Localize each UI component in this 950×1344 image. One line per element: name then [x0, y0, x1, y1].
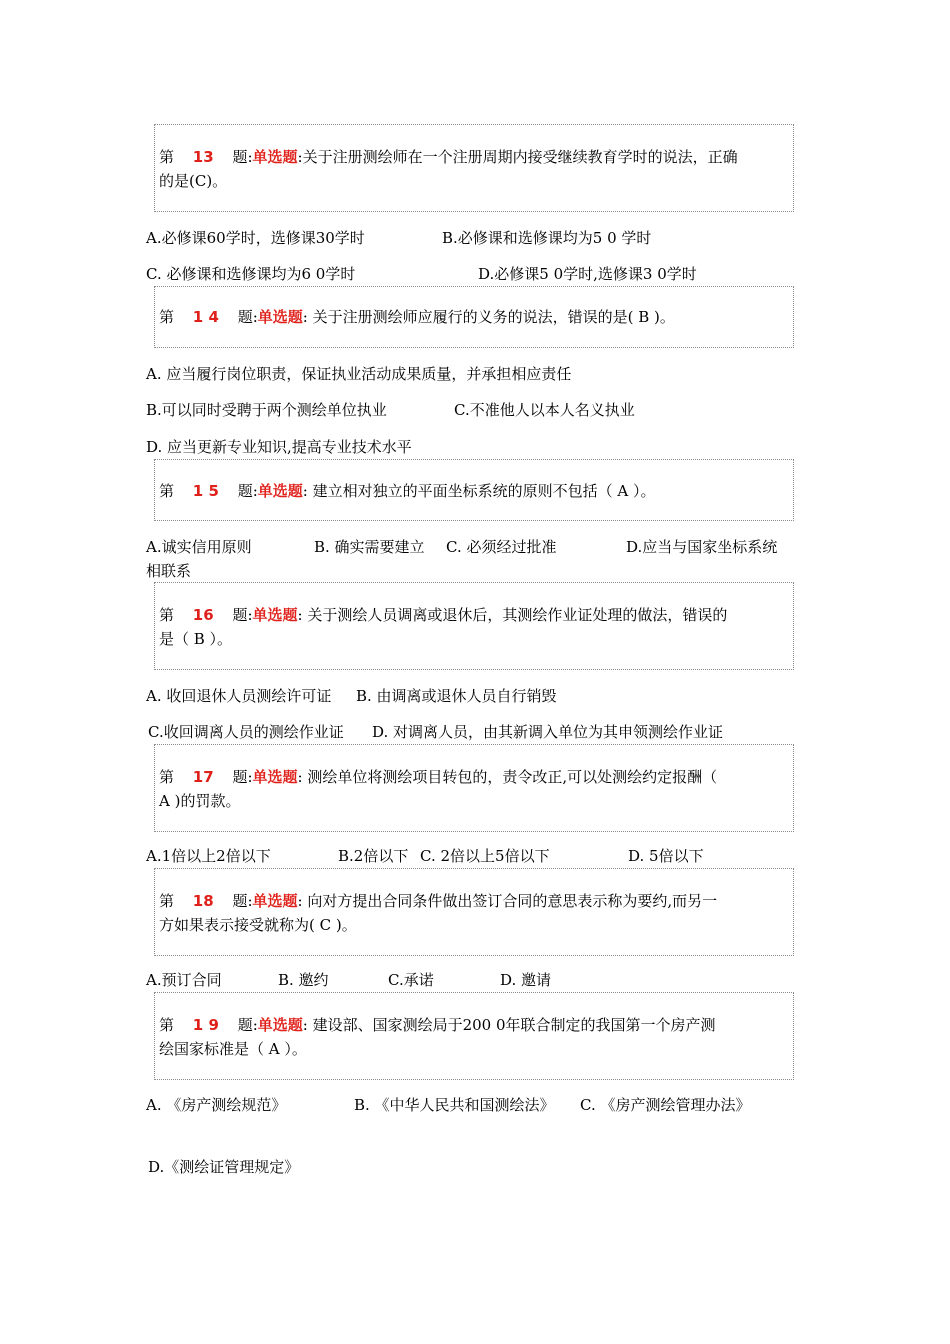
- question-stem: : 关于注册测绘师应履行的义务的说法，错误的是( B )。: [302, 308, 675, 326]
- option-c: C.承诺: [388, 971, 434, 989]
- option-a: A.诚实信用原则: [146, 538, 252, 556]
- q-prefix: 第: [159, 482, 175, 500]
- option-b: B.可以同时受聘于两个测绘单位执业: [146, 401, 387, 419]
- question-text-line: [159, 307, 675, 327]
- option-c: C. 《房产测绘管理办法》: [580, 1096, 751, 1114]
- q-prefix: 第: [159, 1016, 175, 1034]
- question-number: 18: [192, 892, 214, 910]
- question-stem: : 向对方提出合同条件做出签订合同的意思表示称为要约,而另一: [297, 892, 718, 910]
- option-a: A. 《房产测绘规范》: [146, 1096, 287, 1114]
- question-stem: : 建设部、国家测绘局于200 0年联合制定的我国第一个房产测: [302, 1016, 716, 1034]
- q-mid: 题:: [232, 892, 253, 910]
- option-a: A. 应当履行岗位职责，保证执业活动成果质量，并承担相应责任: [146, 365, 572, 383]
- option-c: C. 必须经过批准: [446, 538, 557, 556]
- question-type: 单选题: [252, 148, 298, 166]
- question-box-17: [154, 744, 794, 832]
- question-text-line-2: A )的罚款。: [159, 792, 241, 810]
- question-type: 单选题: [252, 892, 298, 910]
- q-prefix: 第: [159, 148, 175, 166]
- question-number: 13: [192, 148, 214, 166]
- option-a: A.预订合同: [146, 971, 222, 989]
- option-c: C.收回调离人员的测绘作业证: [148, 723, 344, 741]
- question-box-13: [154, 124, 794, 212]
- option-c: C. 必修课和选修课均为6 0学时: [146, 265, 356, 283]
- question-number: 16: [192, 606, 214, 624]
- question-text-line: [159, 1015, 716, 1035]
- question-stem: : 建立相对独立的平面坐标系统的原则不包括（ A ）。: [302, 482, 656, 500]
- option-d: D.必修课5 0学时,选修课3 0学时: [478, 265, 697, 283]
- question-box-19: [154, 992, 794, 1080]
- question-type: 单选题: [257, 482, 303, 500]
- q-mid: 题:: [232, 606, 253, 624]
- question-text-line: [159, 891, 717, 911]
- question-text-line-2: 绘国家标准是（ A ）。: [159, 1040, 307, 1058]
- question-text-line: [159, 147, 738, 167]
- question-number: 1 9: [192, 1016, 219, 1034]
- q-mid: 题:: [237, 1016, 258, 1034]
- q-mid: 题:: [237, 308, 258, 326]
- option-b: B. 由调离或退休人员自行销毁: [356, 687, 557, 705]
- option-d-cont: 相联系: [146, 562, 192, 580]
- question-text-line: [159, 481, 655, 501]
- question-type: 单选题: [257, 1016, 303, 1034]
- q-prefix: 第: [159, 892, 175, 910]
- q-mid: 题:: [237, 482, 258, 500]
- option-d: D. 5倍以下: [628, 847, 704, 865]
- option-b: B. 《中华人民共和国测绘法》: [354, 1096, 555, 1114]
- question-box-18: [154, 868, 794, 956]
- question-text-line-2: 的是(C)。: [159, 172, 228, 190]
- question-number: 17: [192, 768, 214, 786]
- question-text-line: [159, 767, 717, 787]
- question-type: 单选题: [257, 308, 303, 326]
- question-type: 单选题: [252, 606, 298, 624]
- question-number: 1 5: [192, 482, 219, 500]
- option-b: B.必修课和选修课均为5 0 学时: [442, 229, 652, 247]
- q-prefix: 第: [159, 606, 175, 624]
- question-box-15: [154, 459, 794, 521]
- q-prefix: 第: [159, 308, 175, 326]
- question-type: 单选题: [252, 768, 298, 786]
- q-mid: 题:: [232, 768, 253, 786]
- option-a: A.必修课60学时，选修课30学时: [146, 229, 365, 247]
- option-d: D. 对调离人员，由其新调入单位为其申领测绘作业证: [372, 723, 724, 741]
- question-stem: : 关于测绘人员调离或退休后，其测绘作业证处理的做法，错误的: [297, 606, 728, 624]
- option-a: A.1倍以上2倍以下: [146, 847, 271, 865]
- option-c: C. 2倍以上5倍以下: [420, 847, 550, 865]
- question-number: 1 4: [192, 308, 219, 326]
- option-d: D. 邀请: [500, 971, 552, 989]
- option-d: D.《测绘证管理规定》: [148, 1158, 300, 1176]
- question-box-16: [154, 582, 794, 670]
- q-prefix: 第: [159, 768, 175, 786]
- q-mid: 题:: [232, 148, 253, 166]
- question-text-line-2: 是（ B ）。: [159, 630, 233, 648]
- question-stem: : 测绘单位将测绘项目转包的，责令改正,可以处测绘约定报酬（: [297, 768, 718, 786]
- option-b: B.2倍以下: [338, 847, 409, 865]
- option-a: A. 收回退休人员测绘许可证: [146, 687, 332, 705]
- question-box-14: [154, 286, 794, 348]
- option-d: D. 应当更新专业知识,提高专业技术水平: [146, 438, 412, 456]
- option-b: B. 邀约: [278, 971, 329, 989]
- option-d: D.应当与国家坐标系统: [626, 538, 778, 556]
- question-stem: :关于注册测绘师在一个注册周期内接受继续教育学时的说法，正确: [297, 148, 738, 166]
- question-text-line-2: 方如果表示接受就称为( C )。: [159, 916, 357, 934]
- question-text-line: [159, 605, 727, 625]
- option-b: B. 确实需要建立: [314, 538, 425, 556]
- option-c: C.不准他人以本人名义执业: [454, 401, 635, 419]
